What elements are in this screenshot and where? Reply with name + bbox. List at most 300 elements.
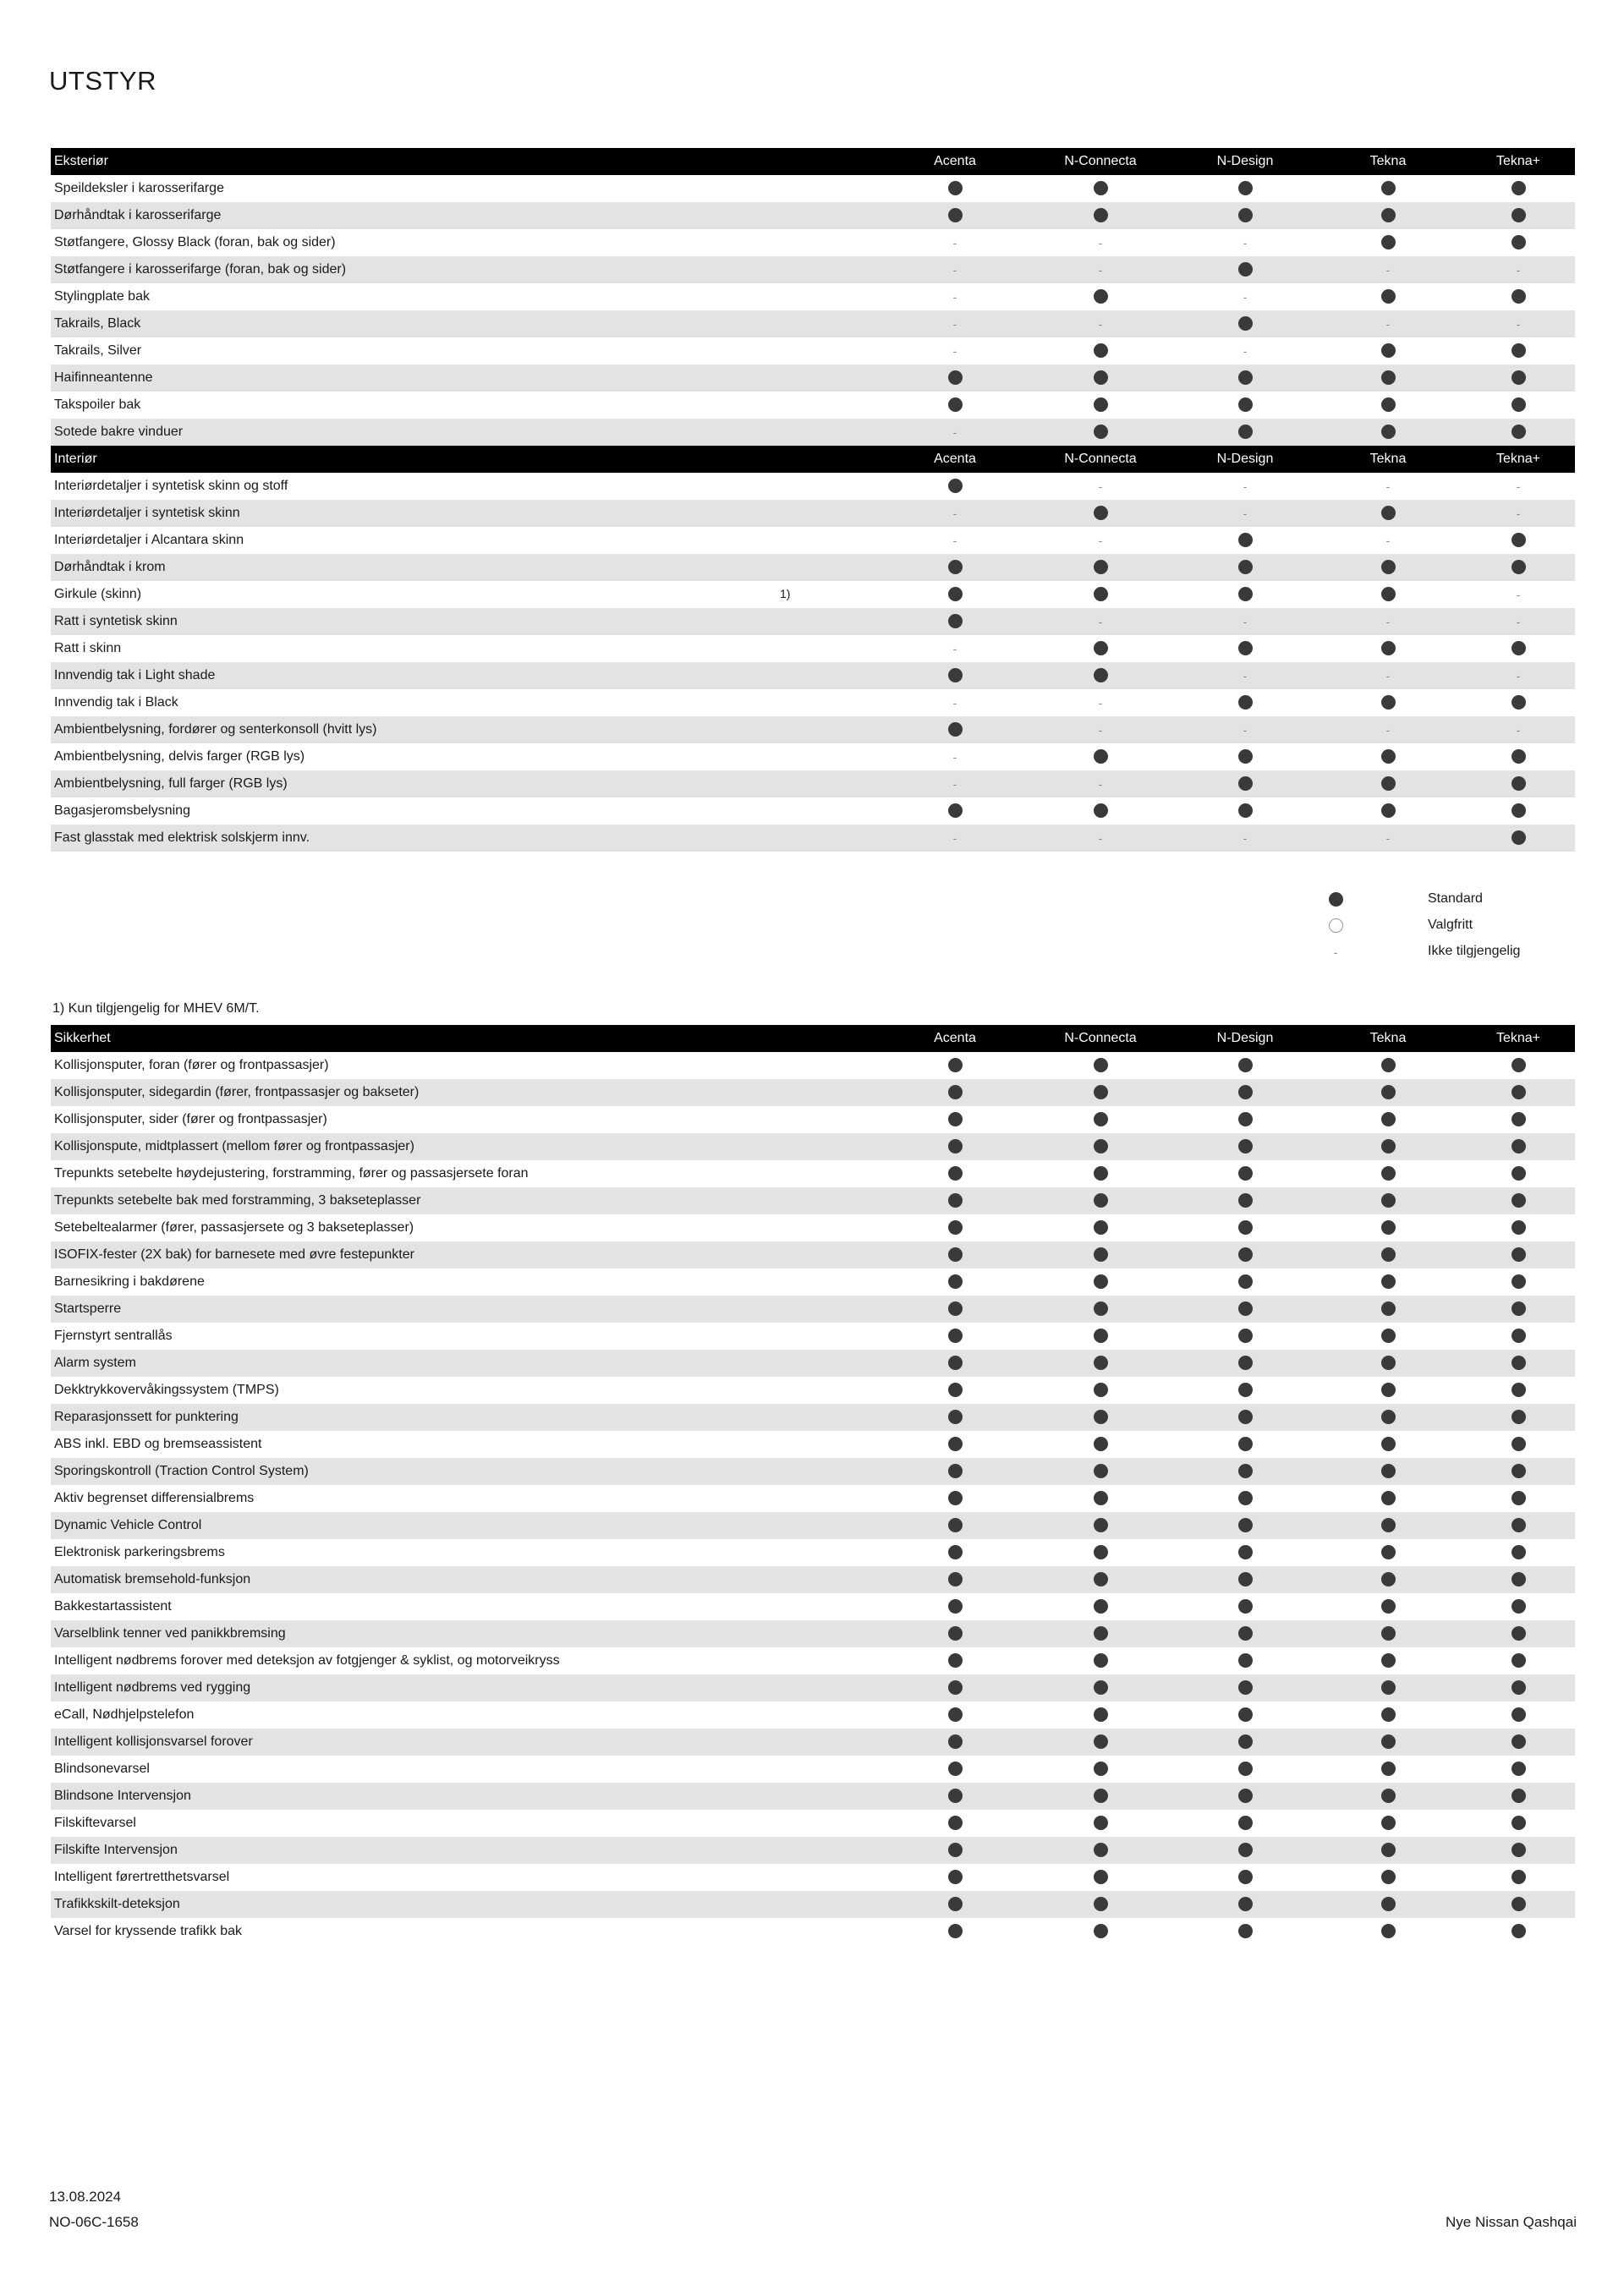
standard-dot-icon bbox=[1238, 425, 1253, 439]
availability-cell bbox=[1025, 229, 1176, 256]
table-row bbox=[51, 1404, 1575, 1431]
availability-cell bbox=[1025, 689, 1176, 716]
dash-icon: - bbox=[1516, 479, 1521, 493]
table-row bbox=[51, 1350, 1575, 1377]
availability-cell bbox=[1314, 283, 1462, 310]
standard-dot-icon bbox=[948, 722, 963, 737]
table-row bbox=[51, 202, 1575, 229]
standard-dot-icon bbox=[948, 1085, 963, 1099]
standard-dot-icon bbox=[1094, 1518, 1108, 1532]
table-row bbox=[51, 1756, 1575, 1783]
availability-cell bbox=[1025, 1729, 1176, 1756]
standard-dot-icon bbox=[1512, 289, 1526, 304]
availability-cell bbox=[1462, 1404, 1575, 1431]
availability-cell bbox=[885, 1296, 1025, 1323]
standard-dot-icon bbox=[948, 1518, 963, 1532]
feature-label: Dørhåndtak i karosserifarge bbox=[54, 208, 222, 222]
dash-icon: - bbox=[1243, 479, 1248, 493]
availability-cell bbox=[1025, 1566, 1176, 1593]
standard-dot-icon bbox=[1512, 1843, 1526, 1857]
availability-cell bbox=[885, 1187, 1025, 1214]
feature-cell bbox=[51, 392, 885, 419]
feature-cell bbox=[51, 1756, 885, 1783]
standard-dot-icon bbox=[1238, 181, 1253, 195]
feature-cell bbox=[51, 310, 885, 337]
standard-dot-icon bbox=[1238, 208, 1253, 222]
availability-cell bbox=[1462, 825, 1575, 852]
dash-icon: - bbox=[1098, 235, 1103, 249]
standard-dot-icon bbox=[1094, 1410, 1108, 1424]
standard-dot-icon bbox=[1512, 1356, 1526, 1370]
availability-cell bbox=[1176, 1539, 1314, 1566]
standard-dot-icon bbox=[948, 1816, 963, 1830]
availability-cell bbox=[885, 1837, 1025, 1864]
standard-dot-icon bbox=[1238, 1734, 1253, 1749]
dash-icon: - bbox=[1385, 262, 1391, 277]
standard-dot-icon bbox=[948, 1356, 963, 1370]
availability-cell bbox=[1462, 473, 1575, 500]
availability-cell bbox=[1176, 797, 1314, 825]
availability-cell bbox=[1314, 175, 1462, 202]
standard-dot-icon bbox=[1094, 1734, 1108, 1749]
availability-cell bbox=[1176, 1701, 1314, 1729]
standard-dot-icon bbox=[1381, 370, 1396, 385]
feature-cell bbox=[51, 256, 885, 283]
dash-icon: - bbox=[1385, 533, 1391, 547]
standard-dot-icon bbox=[1512, 1599, 1526, 1614]
standard-dot-icon bbox=[1381, 1897, 1396, 1911]
standard-dot-icon bbox=[948, 1112, 963, 1126]
feature-cell bbox=[51, 473, 885, 500]
feature-label: Blindsonevarsel bbox=[54, 1762, 150, 1776]
availability-cell bbox=[1462, 716, 1575, 743]
standard-dot-icon bbox=[1381, 1383, 1396, 1397]
standard-dot-icon bbox=[1381, 1247, 1396, 1262]
feature-label: Trepunkts setebelte høydejustering, forstramming, fører og passasjersete foran bbox=[54, 1166, 529, 1181]
availability-cell bbox=[1025, 1918, 1176, 1945]
availability-cell bbox=[1176, 175, 1314, 202]
standard-dot-icon bbox=[1381, 1924, 1396, 1938]
table-row bbox=[51, 175, 1575, 202]
dash-icon: - bbox=[1516, 587, 1521, 601]
availability-cell bbox=[885, 743, 1025, 770]
table-row bbox=[51, 1593, 1575, 1620]
feature-label: Haifinneantenne bbox=[54, 370, 153, 385]
availability-cell bbox=[1314, 364, 1462, 392]
standard-dot-icon bbox=[1094, 1220, 1108, 1235]
footer-date: 13.08.2024 bbox=[49, 2189, 122, 2205]
availability-cell bbox=[1176, 229, 1314, 256]
availability-cell bbox=[1176, 635, 1314, 662]
availability-cell bbox=[885, 689, 1025, 716]
standard-dot-icon bbox=[1094, 1789, 1108, 1803]
standard-dot-icon bbox=[948, 1410, 963, 1424]
table-row bbox=[51, 770, 1575, 797]
availability-cell bbox=[1462, 662, 1575, 689]
availability-cell bbox=[885, 1350, 1025, 1377]
standard-dot-icon bbox=[1381, 1870, 1396, 1884]
availability-cell bbox=[1176, 770, 1314, 797]
dash-icon: - bbox=[1385, 316, 1391, 331]
standard-dot-icon bbox=[1238, 1545, 1253, 1559]
feature-cell bbox=[51, 527, 885, 554]
standard-dot-icon bbox=[1512, 208, 1526, 222]
standard-dot-icon bbox=[1238, 1383, 1253, 1397]
standard-dot-icon bbox=[1512, 1789, 1526, 1803]
table-row bbox=[51, 1079, 1575, 1106]
feature-label: Reparasjonssett for punktering bbox=[54, 1410, 239, 1424]
availability-cell bbox=[885, 1891, 1025, 1918]
availability-cell bbox=[1314, 825, 1462, 852]
standard-dot-icon bbox=[1512, 1383, 1526, 1397]
feature-cell bbox=[51, 1187, 885, 1214]
column-header-n-connecta: N-Connecta bbox=[1025, 148, 1176, 175]
column-header-n-design: N-Design bbox=[1176, 446, 1314, 473]
column-header-n-connecta: N-Connecta bbox=[1025, 446, 1176, 473]
dash-icon: - bbox=[1516, 316, 1521, 331]
standard-dot-icon bbox=[948, 1653, 963, 1668]
availability-cell bbox=[1462, 392, 1575, 419]
availability-cell bbox=[1176, 1864, 1314, 1891]
availability-cell bbox=[1025, 1106, 1176, 1133]
availability-cell bbox=[1314, 1864, 1462, 1891]
standard-dot-icon bbox=[1512, 1572, 1526, 1586]
availability-cell bbox=[885, 1079, 1025, 1106]
feature-cell bbox=[51, 608, 885, 635]
availability-cell bbox=[885, 554, 1025, 581]
footer-model-name: Nye Nissan Qashqai bbox=[1446, 2214, 1577, 2230]
dash-icon: - bbox=[1098, 722, 1103, 737]
availability-cell bbox=[1314, 392, 1462, 419]
standard-dot-icon bbox=[1094, 560, 1108, 574]
availability-cell bbox=[1025, 1269, 1176, 1296]
availability-cell bbox=[1025, 662, 1176, 689]
standard-dot-icon bbox=[1381, 1464, 1396, 1478]
standard-dot-icon bbox=[1381, 641, 1396, 655]
standard-dot-icon bbox=[1512, 641, 1526, 655]
table-row bbox=[51, 689, 1575, 716]
table-row bbox=[51, 1539, 1575, 1566]
standard-dot-icon bbox=[1512, 235, 1526, 249]
standard-dot-icon bbox=[1238, 1924, 1253, 1938]
standard-dot-icon bbox=[1381, 235, 1396, 249]
table-row bbox=[51, 364, 1575, 392]
availability-cell bbox=[1025, 1891, 1176, 1918]
feature-label: Ratt i skinn bbox=[54, 641, 122, 655]
standard-dot-icon bbox=[1094, 289, 1108, 304]
standard-dot-icon bbox=[1381, 1193, 1396, 1208]
availability-cell bbox=[1176, 310, 1314, 337]
dash-icon: - bbox=[1516, 614, 1521, 628]
standard-dot-icon bbox=[1381, 1599, 1396, 1614]
availability-cell bbox=[1462, 283, 1575, 310]
availability-cell bbox=[1314, 1837, 1462, 1864]
table-row bbox=[51, 283, 1575, 310]
feature-label: Takrails, Black bbox=[54, 316, 141, 331]
availability-cell bbox=[1462, 310, 1575, 337]
availability-cell bbox=[885, 1431, 1025, 1458]
standard-dot-icon bbox=[1094, 803, 1108, 818]
standard-dot-icon bbox=[1381, 1734, 1396, 1749]
dash-icon: - bbox=[952, 316, 957, 331]
availability-cell bbox=[1462, 581, 1575, 608]
availability-cell bbox=[1462, 1458, 1575, 1485]
standard-dot-icon bbox=[1512, 1058, 1526, 1072]
table-row bbox=[51, 1810, 1575, 1837]
standard-dot-icon bbox=[1094, 1301, 1108, 1316]
availability-cell bbox=[885, 175, 1025, 202]
availability-cell bbox=[1462, 1241, 1575, 1269]
availability-cell bbox=[885, 1241, 1025, 1269]
availability-cell bbox=[1462, 364, 1575, 392]
dash-icon: - bbox=[1385, 668, 1391, 682]
availability-cell bbox=[1314, 1350, 1462, 1377]
legend-standard bbox=[1328, 888, 1599, 912]
standard-dot-icon bbox=[1094, 1599, 1108, 1614]
dash-icon: - bbox=[952, 506, 957, 520]
availability-cell bbox=[1314, 1485, 1462, 1512]
standard-dot-icon bbox=[1094, 1085, 1108, 1099]
availability-cell bbox=[1314, 229, 1462, 256]
standard-dot-icon bbox=[948, 1139, 963, 1153]
availability-cell bbox=[1462, 1837, 1575, 1864]
availability-cell bbox=[1314, 1404, 1462, 1431]
table-row bbox=[51, 1160, 1575, 1187]
availability-cell bbox=[1462, 202, 1575, 229]
availability-cell bbox=[1176, 283, 1314, 310]
standard-dot-icon bbox=[948, 1897, 963, 1911]
standard-dot-icon bbox=[1094, 1274, 1108, 1289]
legend-standard-label: Standard bbox=[1428, 891, 1483, 906]
standard-dot-icon bbox=[1238, 1356, 1253, 1370]
availability-cell bbox=[1176, 1214, 1314, 1241]
availability-cell bbox=[885, 1918, 1025, 1945]
standard-dot-icon bbox=[1094, 1383, 1108, 1397]
standard-dot-icon bbox=[1094, 1762, 1108, 1776]
availability-cell bbox=[1176, 1350, 1314, 1377]
standard-dot-icon bbox=[1238, 587, 1253, 601]
table-row bbox=[51, 419, 1575, 446]
availability-cell bbox=[1176, 1241, 1314, 1269]
availability-cell bbox=[885, 337, 1025, 364]
standard-dot-icon bbox=[1094, 587, 1108, 601]
availability-cell bbox=[885, 229, 1025, 256]
availability-cell bbox=[885, 1404, 1025, 1431]
column-header-tekna-plus: Tekna+ bbox=[1462, 446, 1575, 473]
standard-dot-icon bbox=[1094, 1626, 1108, 1641]
standard-dot-icon bbox=[1094, 749, 1108, 764]
standard-dot-icon bbox=[1094, 1707, 1108, 1722]
feature-cell bbox=[51, 1404, 885, 1431]
feature-cell bbox=[51, 202, 885, 229]
feature-cell bbox=[51, 1864, 885, 1891]
feature-label: Ambientbelysning, fordører og senterkonsoll (hvitt lys) bbox=[54, 722, 377, 737]
dash-icon: - bbox=[1385, 830, 1391, 845]
feature-label: Alarm system bbox=[54, 1356, 136, 1370]
dash-icon: - bbox=[1243, 668, 1248, 682]
availability-cell bbox=[1462, 554, 1575, 581]
availability-cell bbox=[1176, 1810, 1314, 1837]
feature-cell bbox=[51, 1106, 885, 1133]
availability-cell bbox=[1176, 419, 1314, 446]
standard-dot-icon bbox=[1238, 1247, 1253, 1262]
feature-label: Interiørdetaljer i Alcantara skinn bbox=[54, 533, 244, 547]
availability-cell bbox=[885, 1214, 1025, 1241]
standard-dot-icon bbox=[1512, 181, 1526, 195]
feature-label: Intelligent kollisjonsvarsel forover bbox=[54, 1734, 253, 1749]
availability-cell bbox=[1176, 1647, 1314, 1674]
column-header-tekna: Tekna bbox=[1314, 1025, 1462, 1052]
standard-dot-icon bbox=[1238, 1491, 1253, 1505]
standard-dot-icon bbox=[948, 1734, 963, 1749]
standard-dot-icon bbox=[1512, 1437, 1526, 1451]
availability-cell bbox=[1462, 1729, 1575, 1756]
standard-dot-icon bbox=[1381, 1085, 1396, 1099]
feature-cell bbox=[51, 1512, 885, 1539]
feature-cell bbox=[51, 689, 885, 716]
table-row bbox=[51, 1269, 1575, 1296]
availability-cell bbox=[1176, 608, 1314, 635]
availability-cell bbox=[1176, 1377, 1314, 1404]
standard-dot-icon bbox=[1381, 1680, 1396, 1695]
column-header-acenta: Acenta bbox=[885, 446, 1025, 473]
standard-dot-icon bbox=[948, 208, 963, 222]
standard-dot-icon bbox=[948, 1707, 963, 1722]
standard-dot-icon bbox=[1381, 208, 1396, 222]
feature-cell bbox=[51, 1647, 885, 1674]
availability-cell bbox=[1025, 337, 1176, 364]
availability-cell bbox=[1176, 337, 1314, 364]
availability-cell bbox=[1176, 1756, 1314, 1783]
standard-dot-icon bbox=[1381, 1301, 1396, 1316]
standard-dot-icon bbox=[1381, 1274, 1396, 1289]
table-row bbox=[51, 716, 1575, 743]
standard-dot-icon bbox=[948, 1626, 963, 1641]
dash-icon: - bbox=[1098, 614, 1103, 628]
feature-label: Elektronisk parkeringsbrems bbox=[54, 1545, 225, 1559]
availability-cell bbox=[1176, 500, 1314, 527]
standard-dot-icon bbox=[1512, 1816, 1526, 1830]
standard-dot-icon bbox=[1381, 1707, 1396, 1722]
availability-cell bbox=[1314, 1133, 1462, 1160]
availability-cell bbox=[885, 1593, 1025, 1620]
availability-cell bbox=[1462, 175, 1575, 202]
standard-dot-icon bbox=[948, 1437, 963, 1451]
availability-cell bbox=[1462, 1106, 1575, 1133]
standard-dot-icon bbox=[1238, 1572, 1253, 1586]
standard-dot-icon bbox=[1512, 1707, 1526, 1722]
availability-cell bbox=[1462, 337, 1575, 364]
dash-icon: - bbox=[1098, 533, 1103, 547]
availability-cell bbox=[1462, 689, 1575, 716]
dash-icon: - bbox=[1385, 722, 1391, 737]
feature-label: Sotede bakre vinduer bbox=[54, 425, 184, 439]
exterior-equipment-table bbox=[51, 148, 1575, 446]
availability-cell bbox=[1176, 1918, 1314, 1945]
availability-cell bbox=[1314, 310, 1462, 337]
availability-cell bbox=[1314, 1269, 1462, 1296]
availability-cell bbox=[1025, 1674, 1176, 1701]
standard-dot-icon bbox=[948, 1058, 963, 1072]
standard-dot-icon bbox=[1238, 1762, 1253, 1776]
section-title: Sikkerhet bbox=[51, 1025, 885, 1052]
availability-cell bbox=[885, 1756, 1025, 1783]
availability-cell bbox=[885, 716, 1025, 743]
availability-cell bbox=[1314, 1079, 1462, 1106]
availability-cell bbox=[1462, 1539, 1575, 1566]
availability-cell bbox=[885, 1674, 1025, 1701]
standard-dot-icon bbox=[1381, 1329, 1396, 1343]
availability-cell bbox=[1462, 1701, 1575, 1729]
availability-cell bbox=[1025, 608, 1176, 635]
availability-cell bbox=[1176, 689, 1314, 716]
table-row bbox=[51, 1918, 1575, 1945]
table-row bbox=[51, 1431, 1575, 1458]
standard-dot-icon bbox=[1381, 181, 1396, 195]
standard-dot-icon bbox=[1381, 1816, 1396, 1830]
feature-cell bbox=[51, 1566, 885, 1593]
standard-dot-icon bbox=[1238, 1626, 1253, 1641]
availability-cell bbox=[885, 500, 1025, 527]
availability-cell bbox=[1314, 1106, 1462, 1133]
availability-cell bbox=[1314, 1296, 1462, 1323]
availability-cell bbox=[1176, 1296, 1314, 1323]
standard-dot-icon bbox=[1381, 587, 1396, 601]
availability-cell bbox=[1314, 581, 1462, 608]
feature-cell bbox=[51, 1323, 885, 1350]
feature-cell bbox=[51, 1296, 885, 1323]
table-row bbox=[51, 635, 1575, 662]
availability-cell bbox=[1314, 473, 1462, 500]
standard-dot-icon bbox=[1238, 1220, 1253, 1235]
availability-cell bbox=[1462, 1296, 1575, 1323]
feature-label: Kollisjonsputer, sidegardin (fører, frontpassasjer og bakseter) bbox=[54, 1085, 420, 1099]
availability-cell bbox=[885, 1620, 1025, 1647]
feature-cell bbox=[51, 1729, 885, 1756]
table-row bbox=[51, 608, 1575, 635]
standard-dot-icon bbox=[948, 1247, 963, 1262]
dash-icon: - bbox=[1516, 262, 1521, 277]
standard-dot-icon bbox=[1512, 1112, 1526, 1126]
legend-optional bbox=[1328, 914, 1599, 938]
availability-cell bbox=[1462, 1593, 1575, 1620]
standard-dot-icon bbox=[1238, 1816, 1253, 1830]
dash-icon: - bbox=[952, 343, 957, 358]
standard-dot-icon bbox=[948, 1545, 963, 1559]
availability-cell bbox=[1176, 527, 1314, 554]
availability-cell bbox=[1025, 1323, 1176, 1350]
feature-cell bbox=[51, 1918, 885, 1945]
standard-dot-icon bbox=[1094, 1897, 1108, 1911]
standard-dot-icon bbox=[1512, 1410, 1526, 1424]
availability-cell bbox=[1176, 1106, 1314, 1133]
feature-cell bbox=[51, 635, 885, 662]
standard-dot-icon bbox=[948, 1274, 963, 1289]
standard-dot-icon bbox=[1381, 803, 1396, 818]
standard-dot-icon bbox=[1512, 1545, 1526, 1559]
feature-label: Ambientbelysning, full farger (RGB lys) bbox=[54, 776, 288, 791]
standard-dot-icon bbox=[1238, 262, 1253, 277]
standard-dot-icon bbox=[948, 1843, 963, 1857]
availability-cell bbox=[1314, 1241, 1462, 1269]
availability-cell bbox=[1462, 1512, 1575, 1539]
availability-cell bbox=[1025, 1647, 1176, 1674]
feature-cell bbox=[51, 229, 885, 256]
standard-dot-icon bbox=[1381, 1166, 1396, 1181]
feature-cell bbox=[51, 743, 885, 770]
standard-dot-icon bbox=[1094, 397, 1108, 412]
availability-cell bbox=[1025, 1593, 1176, 1620]
